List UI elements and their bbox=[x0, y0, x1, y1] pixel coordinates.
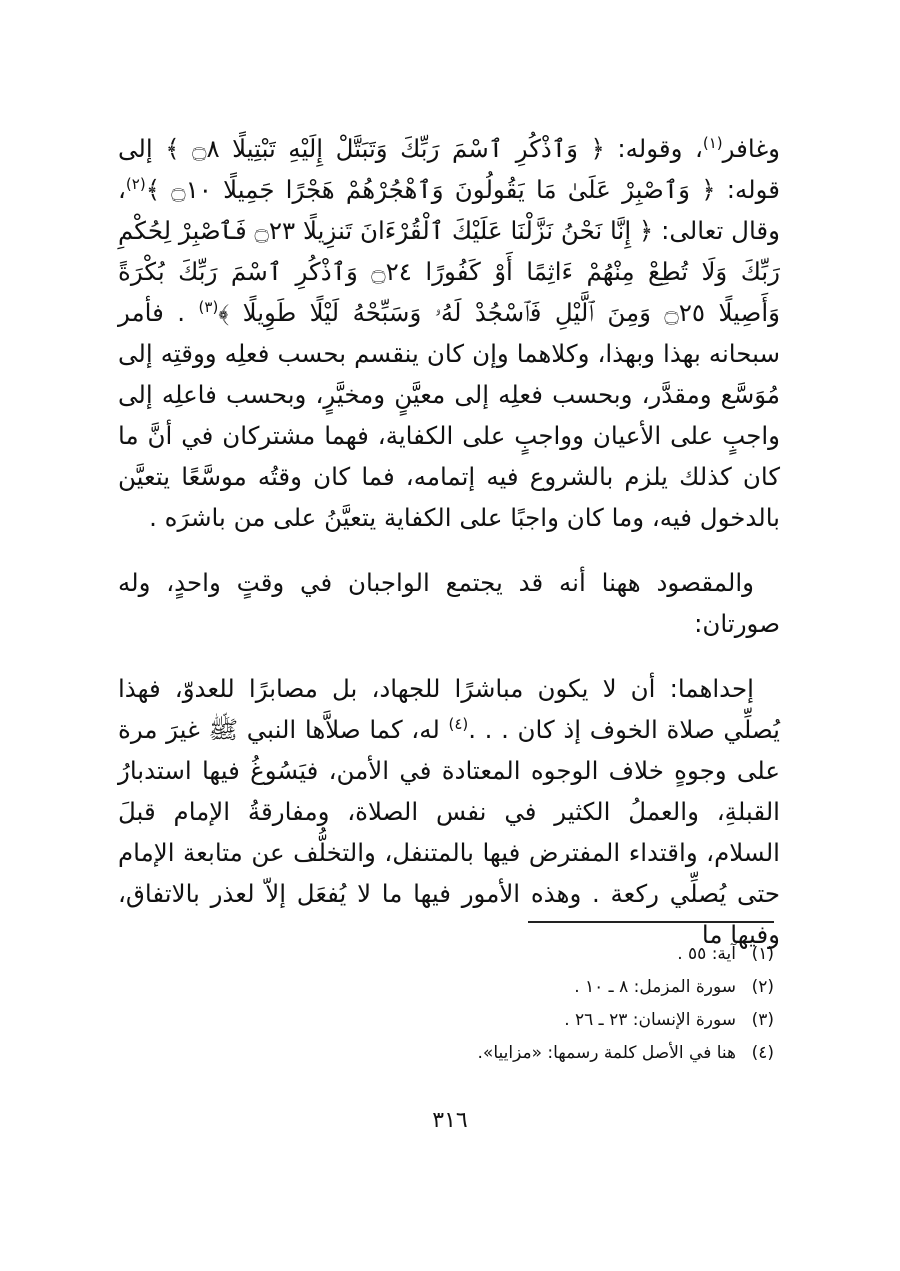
footnote-text: سورة الإنسان: ٢٣ ـ ٢٦ . bbox=[564, 1010, 736, 1030]
page-number: ٣١٦ bbox=[432, 1108, 468, 1133]
paragraph bbox=[118, 668, 780, 955]
text-segment: وغافر bbox=[722, 134, 780, 163]
quran-verse: ﴿ وَٱذْكُرِ ٱسْمَ رَبِّكَ وَتَبَتَّلْ إِلَيْهِ تَبْتِيلًا ۝٨ ﴾ bbox=[165, 134, 605, 163]
footnote-ref[interactable]: (٤) bbox=[448, 714, 469, 733]
quran-verse: ﴿ إِنَّا نَحْنُ نَزَّلْنَا عَلَيْكَ ٱلْقُرْءَانَ تَنزِيلًا ۝٢٣ فَٱصْبِرْ لِحُكْمِ رَبِّكَ وَلَا تُطِعْ مِنْهُمْ ءَاثِمًا أَوْ كَفُورًا ۝٢٤ وَٱذْكُرِ ٱسْمَ رَبِّكَ بُكْرَةً وَأَصِيلًا ۝٢٥ وَمِنَ ٱلَّيْلِ فَٱسْجُدْ لَهُۥ وَسَبِّحْهُ لَيْلًا طَوِيلًا ﴾ bbox=[118, 216, 781, 327]
text-segment: ، وقال تعالى: bbox=[118, 175, 780, 245]
footnote-item bbox=[300, 1004, 774, 1037]
text-segment: له، كما صلاَّها النبي ﷺ غيرَ مرة على وجوهٍ خلاف الوجوه المعتادة في الأمن، فيَسُوغُ فيها استدبارُ القبلةِ، والعملُ الكثير في نفس الصلاة، ومفارقةُ الإمام قبلَ السلام، واقتداء المفترض فيها بالمتنفل، والتخلُّف عن متابعة الإمام حتى يُصلِّي ركعة . وهذه الأمور فيها ما لا يُفعَل إلاّ لعذر بالاتفاق، وفيها ما bbox=[118, 715, 780, 949]
footnote-text: هنا في الأصل كلمة رسمها: «مزاييا». bbox=[477, 1043, 736, 1063]
footnotes-list bbox=[300, 938, 774, 1070]
footnote-ref[interactable]: (١) bbox=[702, 133, 723, 152]
text-segment: والمقصود ههنا أنه قد يجتمع الواجبان في وقتٍ واحدٍ، وله صورتان: bbox=[118, 568, 780, 638]
footnote-number: (٢) bbox=[751, 977, 774, 997]
text-segment: ، وقوله: bbox=[604, 134, 703, 163]
text-segment: إحداهما: أن لا يكون مباشرًا للجهاد، بل مصابرًا للعدوّ، فهذا يُصلِّي صلاة الخوف إذ كان . . . bbox=[118, 674, 780, 744]
page-body bbox=[118, 128, 780, 955]
footnote-item bbox=[300, 971, 774, 1004]
footnote-text: سورة المزمل: ٨ ـ ١٠ . bbox=[574, 977, 736, 997]
footnote-number: (٤) bbox=[751, 1043, 774, 1063]
footnote-text: آية: ٥٥ . bbox=[677, 944, 736, 964]
footnote-ref[interactable]: (٢) bbox=[125, 174, 146, 193]
footnote-item bbox=[300, 1037, 774, 1070]
quran-verse: ﴿ وَٱصْبِرْ عَلَىٰ مَا يَقُولُونَ وَٱهْجُرْهُمْ هَجْرًا جَمِيلًا ۝١٠ ﴾ bbox=[145, 175, 716, 204]
footnote-ref[interactable]: (٣) bbox=[198, 297, 219, 316]
footnote-number: (١) bbox=[751, 944, 774, 964]
footnote-divider bbox=[528, 921, 774, 923]
text-segment: . فأمر سبحانه بهذا وبهذا، وكلاهما وإن كان ينقسم بحسب فعلِه ووقتِه إلى مُوَسَّع ومقدَّر، وبحسب فعلِه إلى معيَّنٍ ومخيَّرٍ، وبحسب فاعلِه إلى واجبٍ على الأعيان وواجبٍ على الكفاية، فهما مشتركان في أنَّ ما كان كذلك يلزم بالشروع فيه إتمامه، فما كان وقتُه موسَّعًا يتعيَّن بالدخول فيه، وما كان واجبًا على الكفاية يتعيَّنُ على من باشرَه . bbox=[118, 298, 780, 532]
paragraph bbox=[118, 128, 780, 538]
footnote-item bbox=[300, 938, 774, 971]
text-segment: إلى قوله: bbox=[118, 134, 780, 204]
footnote-number: (٣) bbox=[751, 1010, 774, 1030]
paragraph bbox=[118, 562, 780, 644]
